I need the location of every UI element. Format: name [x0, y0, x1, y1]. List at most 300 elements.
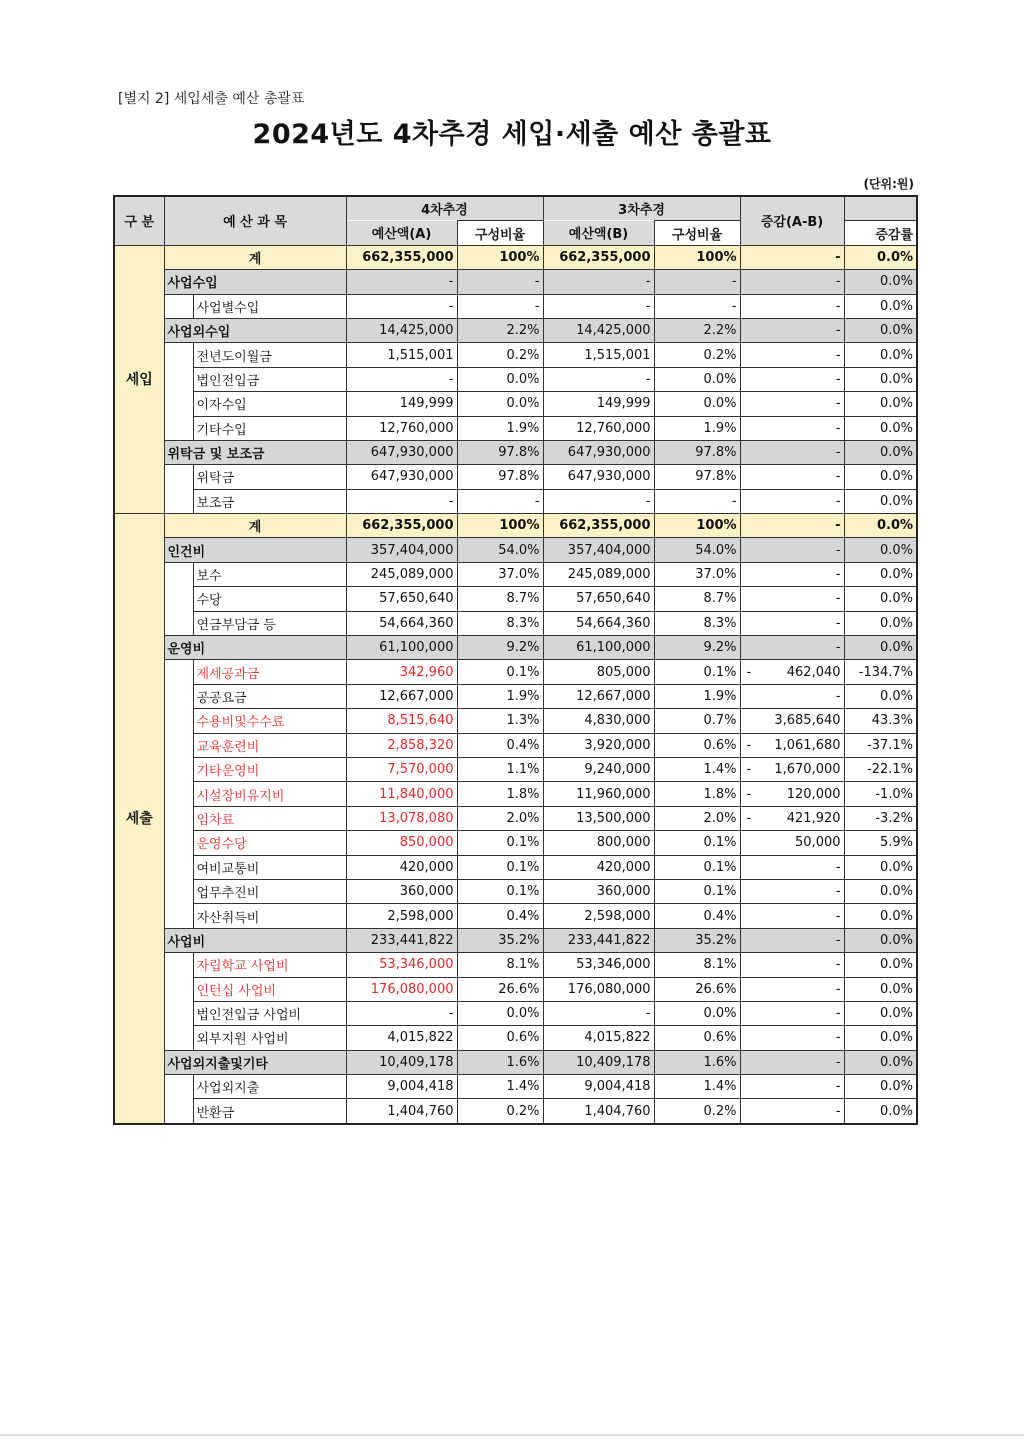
- unit-label: (단위:원): [863, 177, 914, 191]
- ratio-a: 0.0%: [457, 1001, 543, 1025]
- ratio-b: 1.9%: [654, 684, 740, 708]
- document-title: 2024년도 4차추경 세입·세출 예산 총괄표: [252, 119, 772, 150]
- ratio-b: 0.1%: [654, 879, 740, 903]
- table-row-category: [114, 928, 917, 952]
- item-name: 위탁금: [193, 465, 346, 489]
- ratio-b: 97.8%: [654, 440, 740, 464]
- amount-a: 53,346,000: [346, 953, 457, 977]
- ratio-b: 0.0%: [654, 392, 740, 416]
- ratio-b: 2.0%: [654, 806, 740, 830]
- difference: [740, 465, 844, 489]
- ratio-a: -: [457, 270, 543, 294]
- indent-spacer: [164, 294, 193, 318]
- difference: [740, 879, 844, 903]
- amount-b: 2,598,000: [543, 904, 654, 928]
- ratio-a: 9.2%: [457, 636, 543, 660]
- difference-value: -: [835, 445, 841, 461]
- amount-a: 647,930,000: [346, 440, 457, 464]
- indent-spacer: [164, 465, 193, 514]
- ratio-b: 97.8%: [654, 465, 740, 489]
- amount-b: 233,441,822: [543, 928, 654, 952]
- change-rate: 0.0%: [844, 318, 917, 342]
- section-label-expense: 세출: [114, 514, 164, 1124]
- amount-a: 57,650,640: [346, 587, 457, 611]
- change-rate: 0.0%: [844, 587, 917, 611]
- minus-sign: -: [746, 786, 752, 802]
- difference: [740, 343, 844, 367]
- ratio-a: 0.1%: [457, 879, 543, 903]
- amount-b: 3,920,000: [543, 733, 654, 757]
- amount-b: 54,664,360: [543, 611, 654, 635]
- change-rate: -3.2%: [844, 806, 917, 830]
- item-name: 사업외지출: [193, 1075, 346, 1099]
- table-row-item: [114, 879, 917, 903]
- table-row-category: [114, 636, 917, 660]
- amount-b: 57,650,640: [543, 587, 654, 611]
- amount-b: 149,999: [543, 392, 654, 416]
- difference-value: 421,920: [786, 810, 841, 826]
- ratio-b: 8.7%: [654, 587, 740, 611]
- amount-b: 360,000: [543, 879, 654, 903]
- change-rate: 0.0%: [844, 270, 917, 294]
- difference: [740, 1075, 844, 1099]
- difference-value: 50,000: [795, 835, 841, 851]
- change-rate: 0.0%: [844, 611, 917, 635]
- section-label-revenue: 세입: [114, 245, 164, 513]
- amount-a: -: [346, 270, 457, 294]
- change-rate: 0.0%: [844, 392, 917, 416]
- difference-value: -: [835, 493, 841, 509]
- amount-b: -: [543, 270, 654, 294]
- ratio-b: 8.1%: [654, 953, 740, 977]
- change-rate: 0.0%: [844, 1099, 917, 1124]
- amount-b: 9,240,000: [543, 757, 654, 781]
- difference: [740, 611, 844, 635]
- amount-a: 13,078,080: [346, 806, 457, 830]
- change-rate: 0.0%: [844, 1026, 917, 1050]
- change-rate: 0.0%: [844, 1075, 917, 1099]
- ratio-b: 1.4%: [654, 757, 740, 781]
- header-diff: 증감(A-B): [740, 196, 844, 245]
- table-row-item: [114, 782, 917, 806]
- ratio-b: 0.1%: [654, 855, 740, 879]
- amount-b: 9,004,418: [543, 1075, 654, 1099]
- ratio-b: 0.7%: [654, 709, 740, 733]
- table-row-item: [114, 733, 917, 757]
- ratio-a: 1.3%: [457, 709, 543, 733]
- difference-value: -: [835, 469, 841, 485]
- total-b-ratio: 100%: [654, 245, 740, 269]
- total-a: 662,355,000: [346, 514, 457, 538]
- amount-a: 7,570,000: [346, 757, 457, 781]
- difference-value: -: [835, 1103, 841, 1119]
- indent-spacer: [164, 562, 193, 635]
- header-a-top: 4차추경: [346, 196, 543, 221]
- annex-label: [별지 2] 세입세출 예산 총괄표: [118, 91, 305, 107]
- total-diff: -: [740, 245, 844, 269]
- table-row-item: [114, 392, 917, 416]
- item-name: 자립학교 사업비: [193, 953, 346, 977]
- table-row-item: [114, 709, 917, 733]
- ratio-a: 35.2%: [457, 928, 543, 952]
- difference: [740, 538, 844, 562]
- ratio-b: -: [654, 489, 740, 513]
- amount-a: 149,999: [346, 392, 457, 416]
- ratio-a: -: [457, 294, 543, 318]
- amount-b: 13,500,000: [543, 806, 654, 830]
- change-rate: 0.0%: [844, 465, 917, 489]
- difference-value: -: [835, 908, 841, 924]
- ratio-a: 2.0%: [457, 806, 543, 830]
- difference: [740, 392, 844, 416]
- amount-b: 53,346,000: [543, 953, 654, 977]
- difference-value: 120,000: [786, 786, 841, 802]
- change-rate: 0.0%: [844, 343, 917, 367]
- amount-b: -: [543, 489, 654, 513]
- difference-value: 462,040: [786, 664, 841, 680]
- total-a-ratio: 100%: [457, 245, 543, 269]
- ratio-a: 54.0%: [457, 538, 543, 562]
- amount-b: 10,409,178: [543, 1050, 654, 1074]
- difference-value: -: [835, 1054, 841, 1070]
- difference: [740, 782, 844, 806]
- ratio-a: 0.2%: [457, 343, 543, 367]
- difference-value: -: [835, 932, 841, 948]
- ratio-b: 1.8%: [654, 782, 740, 806]
- amount-a: 4,015,822: [346, 1026, 457, 1050]
- ratio-a: 1.1%: [457, 757, 543, 781]
- difference: [740, 953, 844, 977]
- total-diff: -: [740, 514, 844, 538]
- table-row-item: [114, 611, 917, 635]
- difference-value: -: [835, 884, 841, 900]
- item-name: 법인전입금: [193, 367, 346, 391]
- amount-a: -: [346, 367, 457, 391]
- table-row-item: [114, 831, 917, 855]
- amount-a: 245,089,000: [346, 562, 457, 586]
- item-name: 운영수당: [193, 831, 346, 855]
- difference: [740, 1099, 844, 1124]
- ratio-a: 1.9%: [457, 416, 543, 440]
- table-row-item: [114, 465, 917, 489]
- amount-b: 4,015,822: [543, 1026, 654, 1050]
- amount-a: 357,404,000: [346, 538, 457, 562]
- table-row-item: [114, 1099, 917, 1124]
- table-row-category: [114, 538, 917, 562]
- difference-value: -: [835, 591, 841, 607]
- header-item: 예 산 과 목: [164, 196, 346, 245]
- ratio-a: 0.1%: [457, 660, 543, 684]
- difference: [740, 489, 844, 513]
- amount-b: 245,089,000: [543, 562, 654, 586]
- table-row-item: [114, 1026, 917, 1050]
- total-label: 계: [164, 514, 346, 538]
- item-name: 공공요금: [193, 684, 346, 708]
- change-rate: 0.0%: [844, 440, 917, 464]
- ratio-a: 97.8%: [457, 440, 543, 464]
- ratio-b: 0.1%: [654, 660, 740, 684]
- ratio-b: 26.6%: [654, 977, 740, 1001]
- difference: [740, 855, 844, 879]
- difference-value: -: [835, 859, 841, 875]
- difference: [740, 928, 844, 952]
- item-name: 시설장비유지비: [193, 782, 346, 806]
- item-name: 여비교통비: [193, 855, 346, 879]
- ratio-a: 0.0%: [457, 392, 543, 416]
- amount-b: 647,930,000: [543, 465, 654, 489]
- ratio-b: 0.1%: [654, 831, 740, 855]
- item-name: 기타운영비: [193, 757, 346, 781]
- ratio-a: 1.8%: [457, 782, 543, 806]
- change-rate: -1.0%: [844, 782, 917, 806]
- amount-b: 12,760,000: [543, 416, 654, 440]
- table-row-total: [114, 245, 917, 269]
- item-name: 전년도이월금: [193, 343, 346, 367]
- amount-a: 2,598,000: [346, 904, 457, 928]
- amount-b: -: [543, 367, 654, 391]
- difference-value: -: [835, 981, 841, 997]
- ratio-b: 0.2%: [654, 1099, 740, 1124]
- difference-value: 1,670,000: [774, 762, 841, 778]
- ratio-b: 1.6%: [654, 1050, 740, 1074]
- difference: [740, 806, 844, 830]
- indent-spacer: [164, 953, 193, 1051]
- header-b-amount: 예산액(B): [543, 221, 654, 245]
- change-rate: 0.0%: [844, 953, 917, 977]
- difference: [740, 440, 844, 464]
- item-name: 인턴십 사업비: [193, 977, 346, 1001]
- difference-value: 1,061,680: [774, 737, 841, 753]
- table-row-item: [114, 806, 917, 830]
- amount-b: 800,000: [543, 831, 654, 855]
- amount-a: 61,100,000: [346, 636, 457, 660]
- difference: [740, 1026, 844, 1050]
- ratio-b: 9.2%: [654, 636, 740, 660]
- amount-a: -: [346, 489, 457, 513]
- total-label: 계: [164, 245, 346, 269]
- ratio-a: 8.3%: [457, 611, 543, 635]
- difference: [740, 367, 844, 391]
- amount-b: 805,000: [543, 660, 654, 684]
- amount-a: 342,960: [346, 660, 457, 684]
- ratio-b: 0.6%: [654, 1026, 740, 1050]
- category-name: 운영비: [164, 636, 346, 660]
- total-b: 662,355,000: [543, 245, 654, 269]
- amount-b: 647,930,000: [543, 440, 654, 464]
- change-rate: 0.0%: [844, 977, 917, 1001]
- change-rate: 5.9%: [844, 831, 917, 855]
- ratio-b: 8.3%: [654, 611, 740, 635]
- ratio-a: 1.6%: [457, 1050, 543, 1074]
- item-name: 외부지원 사업비: [193, 1026, 346, 1050]
- ratio-a: 1.9%: [457, 684, 543, 708]
- amount-b: 1,404,760: [543, 1099, 654, 1124]
- table-row-category: [114, 440, 917, 464]
- table-row-item: [114, 343, 917, 367]
- total-b-ratio: 100%: [654, 514, 740, 538]
- ratio-b: 54.0%: [654, 538, 740, 562]
- ratio-b: 37.0%: [654, 562, 740, 586]
- amount-a: -: [346, 1001, 457, 1025]
- difference: [740, 757, 844, 781]
- total-a: 662,355,000: [346, 245, 457, 269]
- table-row-item: [114, 416, 917, 440]
- minus-sign: -: [746, 810, 752, 826]
- ratio-b: 1.4%: [654, 1075, 740, 1099]
- difference-value: -: [835, 1030, 841, 1046]
- change-rate: -22.1%: [844, 757, 917, 781]
- difference: [740, 831, 844, 855]
- change-rate: 0.0%: [844, 928, 917, 952]
- ratio-b: 1.9%: [654, 416, 740, 440]
- difference-value: 3,685,640: [774, 713, 841, 729]
- header-diff-rate-top: [844, 196, 917, 221]
- amount-b: -: [543, 294, 654, 318]
- item-name: 보수: [193, 562, 346, 586]
- amount-a: 12,760,000: [346, 416, 457, 440]
- ratio-a: 0.4%: [457, 733, 543, 757]
- amount-a: 14,425,000: [346, 318, 457, 342]
- total-rate: 0.0%: [844, 245, 917, 269]
- difference-value: -: [835, 396, 841, 412]
- difference-value: -: [835, 420, 841, 436]
- total-rate: 0.0%: [844, 514, 917, 538]
- table-row-item: [114, 367, 917, 391]
- ratio-a: 37.0%: [457, 562, 543, 586]
- change-rate: -134.7%: [844, 660, 917, 684]
- ratio-b: 0.2%: [654, 343, 740, 367]
- item-name: 법인전입금 사업비: [193, 1001, 346, 1025]
- ratio-b: 35.2%: [654, 928, 740, 952]
- ratio-a: 97.8%: [457, 465, 543, 489]
- ratio-a: 0.4%: [457, 904, 543, 928]
- ratio-a: 0.1%: [457, 855, 543, 879]
- amount-a: 1,404,760: [346, 1099, 457, 1124]
- ratio-a: 8.1%: [457, 953, 543, 977]
- change-rate: 0.0%: [844, 562, 917, 586]
- item-name: 자산취득비: [193, 904, 346, 928]
- table-row-item: [114, 587, 917, 611]
- amount-b: 176,080,000: [543, 977, 654, 1001]
- table-row-category: [114, 270, 917, 294]
- minus-sign: -: [746, 664, 752, 680]
- indent-spacer: [164, 660, 193, 928]
- ratio-a: 1.4%: [457, 1075, 543, 1099]
- ratio-a: -: [457, 489, 543, 513]
- difference: [740, 904, 844, 928]
- ratio-a: 0.1%: [457, 831, 543, 855]
- page-bottom-line: [0, 1434, 1024, 1436]
- item-name: 기타수입: [193, 416, 346, 440]
- difference: [740, 1001, 844, 1025]
- minus-sign: -: [746, 737, 752, 753]
- difference: [740, 562, 844, 586]
- difference: [740, 977, 844, 1001]
- table-row-item: [114, 294, 917, 318]
- item-name: 반환금: [193, 1099, 346, 1124]
- amount-a: 11,840,000: [346, 782, 457, 806]
- amount-b: 420,000: [543, 855, 654, 879]
- difference-value: -: [835, 567, 841, 583]
- item-name: 제세공과금: [193, 660, 346, 684]
- difference: [740, 660, 844, 684]
- change-rate: -37.1%: [844, 733, 917, 757]
- amount-a: 420,000: [346, 855, 457, 879]
- category-name: 위탁금 및 보조금: [164, 440, 346, 464]
- category-name: 사업외수입: [164, 318, 346, 342]
- amount-a: 54,664,360: [346, 611, 457, 635]
- change-rate: 0.0%: [844, 879, 917, 903]
- ratio-b: 0.4%: [654, 904, 740, 928]
- table-row-category: [114, 1050, 917, 1074]
- change-rate: 0.0%: [844, 538, 917, 562]
- difference: [740, 1050, 844, 1074]
- change-rate: 0.0%: [844, 855, 917, 879]
- header-b-ratio: 구성비율: [654, 221, 740, 245]
- item-name: 연금부담금 등: [193, 611, 346, 635]
- change-rate: 0.0%: [844, 367, 917, 391]
- header-a-amount: 예산액(A): [346, 221, 457, 245]
- difference-value: -: [835, 542, 841, 558]
- amount-b: 357,404,000: [543, 538, 654, 562]
- amount-a: 647,930,000: [346, 465, 457, 489]
- difference: [740, 416, 844, 440]
- header-a-ratio: 구성비율: [457, 221, 543, 245]
- header-diff-rate: 증감률: [844, 221, 917, 245]
- table-row-total: [114, 514, 917, 538]
- difference: [740, 684, 844, 708]
- difference: [740, 709, 844, 733]
- table-row-item: [114, 489, 917, 513]
- ratio-b: -: [654, 294, 740, 318]
- table-row-item: [114, 1001, 917, 1025]
- difference: [740, 587, 844, 611]
- item-name: 수당: [193, 587, 346, 611]
- minus-sign: -: [746, 762, 752, 778]
- change-rate: 0.0%: [844, 1050, 917, 1074]
- difference-value: -: [835, 347, 841, 363]
- header-b-top: 3차추경: [543, 196, 740, 221]
- amount-a: 176,080,000: [346, 977, 457, 1001]
- amount-a: 2,858,320: [346, 733, 457, 757]
- total-a-ratio: 100%: [457, 514, 543, 538]
- amount-a: 850,000: [346, 831, 457, 855]
- ratio-a: 8.7%: [457, 587, 543, 611]
- ratio-a: 26.6%: [457, 977, 543, 1001]
- difference: [740, 270, 844, 294]
- amount-a: 9,004,418: [346, 1075, 457, 1099]
- category-name: 인건비: [164, 538, 346, 562]
- total-b: 662,355,000: [543, 514, 654, 538]
- change-rate: 0.0%: [844, 636, 917, 660]
- item-name: 이자수입: [193, 392, 346, 416]
- table-row-item: [114, 684, 917, 708]
- change-rate: 43.3%: [844, 709, 917, 733]
- ratio-b: -: [654, 270, 740, 294]
- ratio-a: 2.2%: [457, 318, 543, 342]
- category-name: 사업비: [164, 928, 346, 952]
- difference-value: -: [835, 298, 841, 314]
- amount-b: 11,960,000: [543, 782, 654, 806]
- ratio-b: 2.2%: [654, 318, 740, 342]
- item-name: 업무추진비: [193, 879, 346, 903]
- ratio-a: 0.0%: [457, 367, 543, 391]
- item-name: 임차료: [193, 806, 346, 830]
- header-gubun: 구 분: [114, 196, 164, 245]
- change-rate: 0.0%: [844, 294, 917, 318]
- difference: [740, 733, 844, 757]
- amount-b: -: [543, 1001, 654, 1025]
